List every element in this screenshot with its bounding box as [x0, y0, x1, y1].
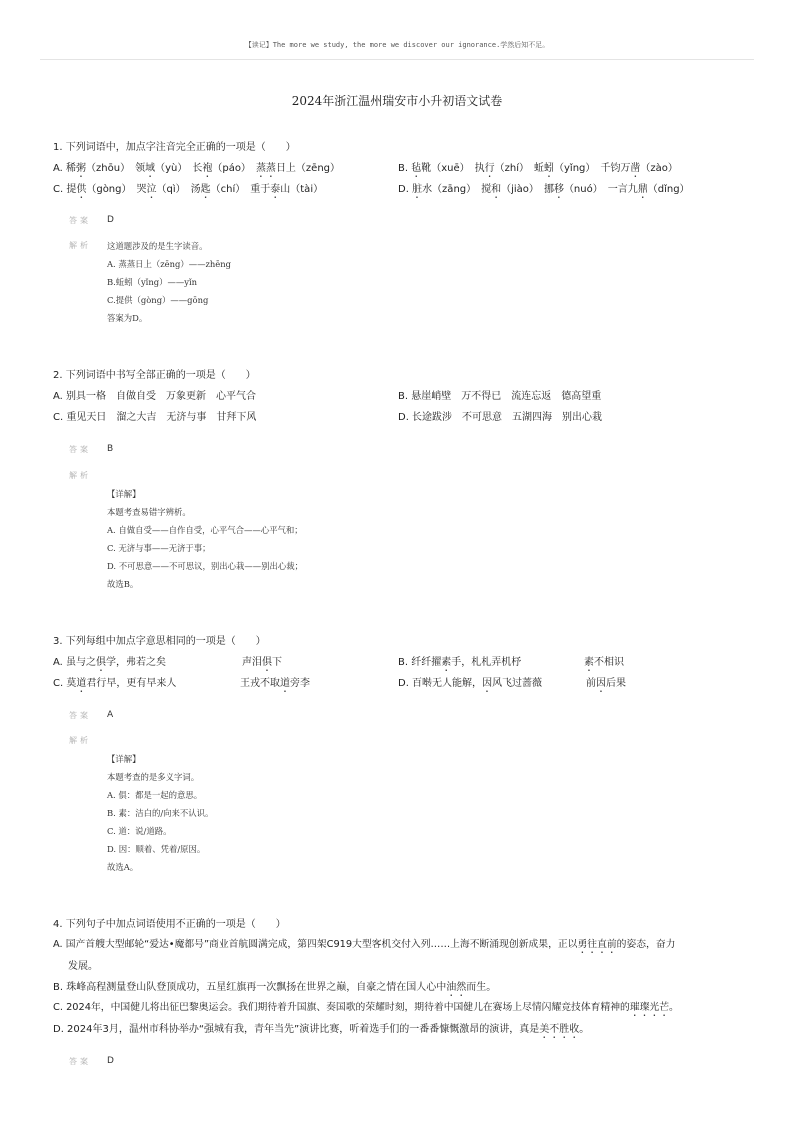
- option-prefix: D.: [398, 184, 413, 195]
- question-1-analysis-line: 这道题涉及的是生字读音。: [107, 241, 208, 251]
- text: 手，札札弄机杼: [451, 657, 522, 668]
- question-2-option-a: A. 别具一格 自做自受 万象更新 心平气合: [53, 391, 257, 402]
- dotted-phrase: 油然: [446, 982, 467, 993]
- text: 声泪: [242, 657, 262, 668]
- dotted-char: 道: [76, 678, 87, 689]
- text: 。: [579, 1024, 590, 1035]
- text: 旁李: [290, 678, 310, 689]
- question-3-option-b-first: [398, 653, 521, 674]
- dotted-char: 蒸蒸: [255, 163, 276, 174]
- word: （yǐng）: [554, 163, 591, 174]
- question-3-option-c-first: [53, 674, 176, 695]
- text: D. 2024年3月，温州市科协举办“强城有我，青年当先”演讲比赛，听着选手们的一番番慷慨激昂的演讲，真是: [53, 1024, 540, 1035]
- option-prefix: C.: [53, 184, 67, 195]
- dotted-phrase: 美不胜收: [539, 1024, 580, 1035]
- text: 的姿态，奋力: [616, 939, 676, 950]
- text: B. 纤纤擢: [398, 657, 442, 668]
- text: A. 国产首艘大型邮轮“爱达•魔都号”商业首航圆满完成，第四架C919大型客机交付入列……上海不断涌现创新成果，正以: [53, 939, 578, 950]
- word: （zào）: [640, 163, 678, 174]
- word: 执: [474, 163, 485, 174]
- dotted-char: 粥: [76, 163, 87, 174]
- question-4-option-a-continued: 发展。: [68, 961, 98, 972]
- word: 一言九: [607, 184, 638, 195]
- question-1-answer: D: [107, 215, 114, 225]
- question-1-option-c: [53, 180, 323, 201]
- word: 提: [66, 184, 77, 195]
- question-3-option-c-second: [240, 674, 310, 695]
- question-1-analysis-line: 答案为D。: [107, 313, 148, 323]
- question-4-option-b: [53, 978, 496, 999]
- question-1-option-d: [398, 180, 690, 201]
- question-3-analysis-line: A. 俱：都是一起的意思。: [107, 790, 203, 800]
- dotted-char: 道: [280, 678, 290, 689]
- dotted-char: 鼎: [637, 184, 648, 195]
- word: 日上（zēng）: [275, 163, 341, 174]
- word: （chí）: [210, 184, 241, 195]
- question-2-analysis-line: C. 无济与事——无济于事；: [107, 543, 211, 553]
- question-4-answer: D: [107, 1056, 114, 1066]
- page-header: 【读记】The more we study, the more we discover our ignorance.学然后知不足。: [244, 41, 550, 49]
- text: 。: [669, 1002, 679, 1013]
- word: （páo）: [212, 163, 246, 174]
- word: 搅: [481, 184, 492, 195]
- question-4-option-d: [53, 1020, 589, 1041]
- question-3-option-a-second: [242, 653, 282, 674]
- dotted-char: 匙: [200, 184, 211, 195]
- dotted-char: 袍: [202, 163, 213, 174]
- word: 长: [192, 163, 203, 174]
- word: 重于: [250, 184, 271, 195]
- word: 挪: [543, 184, 554, 195]
- question-3-option-d-second: [586, 674, 626, 695]
- question-2-analysis-line: 【详解】: [107, 489, 141, 499]
- dotted-char: 供: [76, 184, 87, 195]
- question-1-analysis-line: B.蚯蚓（yǐng）——yǐn: [107, 277, 198, 287]
- dotted-phrase: 璀璨光芒: [629, 1002, 670, 1013]
- dotted-char: 脏: [412, 184, 423, 195]
- question-3-option-d-first: [398, 674, 542, 695]
- word: （yù）: [155, 163, 183, 174]
- text: 下: [272, 657, 282, 668]
- dotted-char: 因: [596, 678, 606, 689]
- dotted-char: 俱: [262, 657, 272, 668]
- text: 王戎不取: [240, 678, 280, 689]
- word: （zhōu）: [86, 163, 126, 174]
- dotted-char: 域: [145, 163, 156, 174]
- header-divider: [40, 59, 754, 60]
- option-prefix: A.: [53, 163, 67, 174]
- question-1-option-b: [398, 159, 678, 180]
- question-2-option-c: C. 重见天日 溜之大吉 无济与事 甘拜下风: [53, 412, 257, 423]
- dotted-char: 泣: [146, 184, 157, 195]
- word: （nuó）: [563, 184, 598, 195]
- question-1-stem: 1. 下列词语中，加点字注音完全正确的一项是（ ）: [53, 142, 296, 153]
- answer-label: 答案: [69, 445, 91, 454]
- word: （zhí）: [494, 163, 525, 174]
- answer-label: 答案: [69, 711, 91, 720]
- text: C. 莫: [53, 678, 77, 689]
- text: 后果: [606, 678, 626, 689]
- word: 水（zāng）: [422, 184, 472, 195]
- question-3-analysis-line: 本题考查的是多义字词。: [107, 772, 200, 782]
- analysis-label: 解析: [69, 471, 91, 480]
- dotted-char: 移: [553, 184, 564, 195]
- question-3-analysis-line: 【详解】: [107, 754, 141, 764]
- analysis-label: 解析: [69, 241, 91, 250]
- answer-label: 答案: [69, 1057, 91, 1066]
- dotted-char: 和: [491, 184, 502, 195]
- question-2-analysis-line: D. 不可思意——不可思议，别出心栽——别出心裁；: [107, 561, 303, 571]
- question-2-option-b: B. 悬崖峭壁 万不得已 流连忘返 德高望重: [398, 391, 602, 402]
- text: 不相识: [594, 657, 624, 668]
- question-1-analysis-line: A. 蒸蒸日上（zēng）——zhēng: [107, 259, 232, 269]
- text: 前: [586, 678, 596, 689]
- word: （qì）: [156, 184, 181, 195]
- text: 君行早，更有早来人: [86, 678, 177, 689]
- question-3-option-b-second: [584, 653, 624, 674]
- text: 学，弗若之矣: [106, 657, 167, 668]
- text: A. 虽与之: [53, 657, 97, 668]
- word: 蚯: [534, 163, 545, 174]
- dotted-char: 行: [484, 163, 495, 174]
- question-2-analysis-line: A. 自做自受——自作自受，心平气合——心平气和；: [107, 525, 303, 535]
- question-1-analysis-line: C.提供（gòng）——gōng: [107, 295, 209, 305]
- dotted-char: 毡: [411, 163, 422, 174]
- option-prefix: B.: [398, 163, 412, 174]
- word: 汤: [190, 184, 201, 195]
- dotted-char: 俱: [96, 657, 107, 668]
- dotted-char: 素: [441, 657, 452, 668]
- question-2-option-d: D. 长途跋涉 不可思意 五湖四海 别出心栽: [398, 412, 603, 423]
- word: （dǐng）: [647, 184, 690, 195]
- word: 哭: [136, 184, 147, 195]
- dotted-char: 凿: [630, 163, 641, 174]
- answer-label: 答案: [69, 216, 91, 225]
- question-2-analysis-line: 本题考查易错字辨析。: [107, 507, 191, 517]
- question-2-analysis-line: 故选B。: [107, 579, 139, 589]
- word: （jiào）: [501, 184, 534, 195]
- word: 千钧万: [600, 163, 631, 174]
- question-4-option-c: [53, 999, 743, 1019]
- text: D. 百啭无人能解，: [398, 678, 483, 689]
- question-3-answer: A: [107, 710, 114, 720]
- word: 领: [135, 163, 146, 174]
- question-4-stem: 4. 下列句子中加点词语使用不正确的一项是（ ）: [53, 919, 286, 930]
- text: C. 2024年，中国健儿将出征巴黎奥运会。我们期待着升国旗、奏国歌的荣耀时刻，期待着中国健儿在赛场上尽情闪耀竞技体育精神的: [53, 1002, 630, 1013]
- dotted-char: 泰: [270, 184, 281, 195]
- dotted-char: 素: [584, 657, 594, 668]
- question-2-stem: 2. 下列词语中书写全部正确的一项是（ ）: [53, 370, 256, 381]
- analysis-label: 解析: [69, 736, 91, 745]
- dotted-phrase: 勇往直前: [577, 939, 617, 950]
- question-4-option-a: [53, 936, 743, 956]
- question-3-option-a-first: [53, 653, 166, 674]
- text: 风飞过蔷薇: [492, 678, 543, 689]
- question-3-analysis-line: 故选A。: [107, 862, 139, 872]
- question-3-analysis-line: C. 道：说/道路。: [107, 826, 172, 836]
- word: 山（tài）: [280, 184, 324, 195]
- dotted-char: 蚓: [544, 163, 555, 174]
- question-1-option-a: [53, 159, 340, 180]
- dotted-char: 因: [482, 678, 493, 689]
- text: B. 珠峰高程测量登山队登顶成功，五星红旗再一次飘扬在世界之巅，自豪之情在国人心中: [53, 982, 447, 993]
- word: （gòng）: [86, 184, 127, 195]
- word: 稀: [66, 163, 77, 174]
- question-3-stem: 3. 下列每组中加点字意思相同的一项是（ ）: [53, 636, 266, 647]
- page-title: 2024年浙江温州瑞安市小升初语文试卷: [291, 94, 503, 108]
- question-3-analysis-line: D. 因：顺着、凭着/原因。: [107, 844, 206, 854]
- word: 靴（xuē）: [421, 163, 465, 174]
- question-3-analysis-line: B. 素：洁白的/向来不认识。: [107, 808, 214, 818]
- question-2-answer: B: [107, 444, 114, 454]
- text: 而生。: [466, 982, 497, 993]
